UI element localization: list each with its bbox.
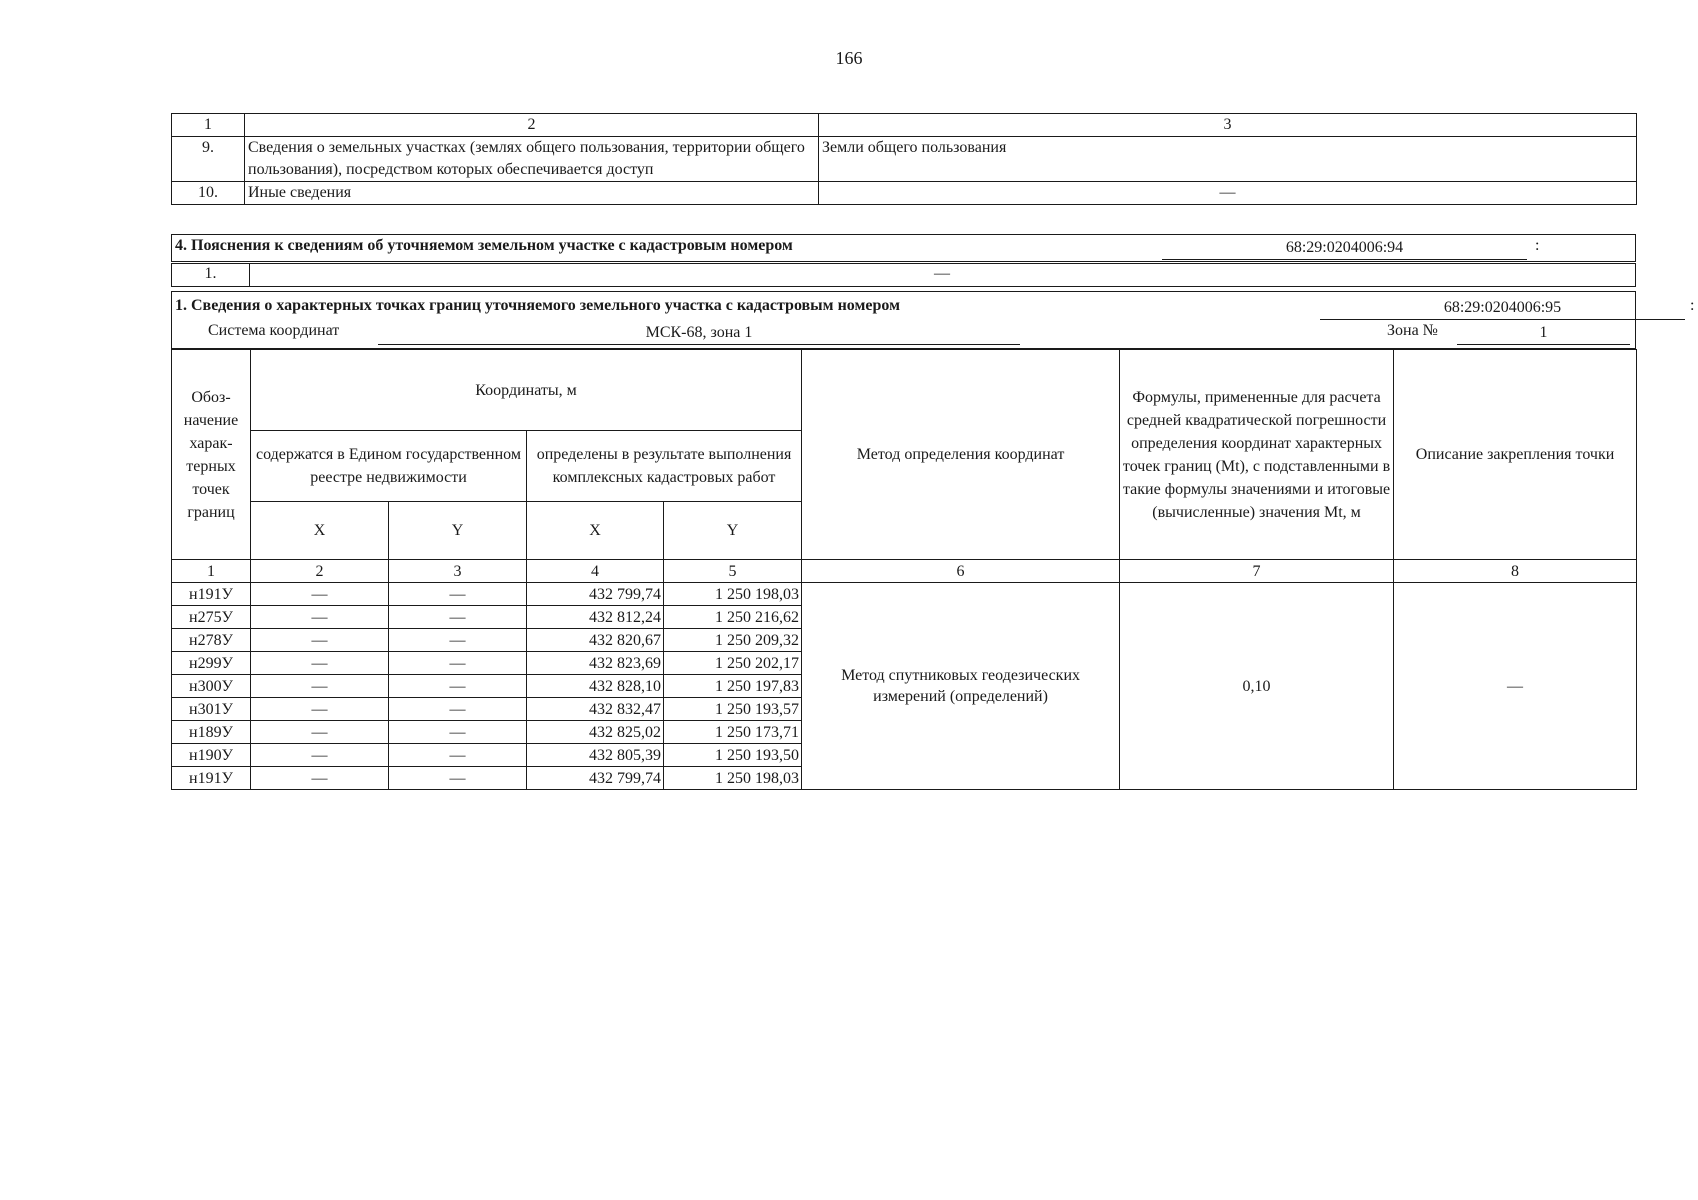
header-coordinates: Координаты, м [251,350,802,431]
zone-value: 1 [1457,322,1630,345]
header-y-works: Y [664,502,802,560]
header-egrn: содержатся в Едином государственном реестре недвижимости [251,431,527,502]
section4-punct: : [1535,237,1540,254]
y-egrn: — [389,606,527,629]
x-egrn: — [251,721,389,744]
x-coordinate: 432 799,74 [527,583,664,606]
x-egrn: — [251,744,389,767]
y-egrn: — [389,675,527,698]
y-coordinate: 1 250 198,03 [664,767,802,790]
y-egrn: — [389,721,527,744]
top-table-row [172,137,1637,182]
point-designation: н275У [172,606,251,629]
column-number: 2 [251,560,389,583]
top-col-number-1: 1 [172,114,245,137]
section4-title: 4. Пояснения к сведениям об уточняемом земельном участке с кадастровым номером [175,237,793,254]
y-egrn: — [389,652,527,675]
header-x-egrn: X [251,502,389,560]
coordinate-system-value: МСК-68, зона 1 [378,322,1020,345]
header-method: Метод определения координат [802,350,1120,560]
point-designation: н189У [172,721,251,744]
section4-heading [171,234,1636,262]
point-designation: н190У [172,744,251,767]
y-egrn: — [389,698,527,721]
y-coordinate: 1 250 193,57 [664,698,802,721]
y-coordinate: 1 250 193,50 [664,744,802,767]
section1-heading [171,291,1695,349]
x-egrn: — [251,767,389,790]
x-coordinate: 432 812,24 [527,606,664,629]
y-coordinate: 1 250 197,83 [664,675,802,698]
top-row-number: 10. [172,182,245,205]
y-egrn: — [389,744,527,767]
column-number: 6 [802,560,1120,583]
top-row-label: Иные сведения [245,182,819,205]
column-number: 8 [1394,560,1637,583]
column-number: 5 [664,560,802,583]
column-number: 1 [172,560,251,583]
top-col-number-2: 2 [245,114,819,137]
top-row-number: 9. [172,137,245,182]
x-egrn: — [251,698,389,721]
y-coordinate: 1 250 202,17 [664,652,802,675]
x-coordinate: 432 823,69 [527,652,664,675]
y-egrn: — [389,767,527,790]
section4-row [171,263,1636,287]
top-table-header-row [172,114,1637,137]
coordinate-system-label: Система координат [208,322,340,339]
method-cell: Метод спутниковых геодезических измерений (определений) [802,583,1120,790]
x-egrn: — [251,652,389,675]
section1-punct: : [1690,297,1695,314]
point-designation: н278У [172,629,251,652]
x-egrn: — [251,606,389,629]
point-designation: н301У [172,698,251,721]
column-number: 4 [527,560,664,583]
header-formulas: Формулы, примененные для расчета средней квадратической погрешности определения координат характерных точек границ (Mt), с подставленными в такие формулы значениями и итоговые (вычисленные) значения Mt, м [1120,350,1394,560]
x-coordinate: 432 799,74 [527,767,664,790]
section1-title: 1. Сведения о характерных точках границ уточняемого земельного участка с кадастровым номером [175,297,900,314]
header-cadastral-works: определены в результате выполнения комплексных кадастровых работ [527,431,802,502]
y-coordinate: 1 250 173,71 [664,721,802,744]
top-col-number-3: 3 [819,114,1637,137]
top-row-value: — [819,182,1637,205]
x-coordinate: 432 825,02 [527,721,664,744]
point-designation: н300У [172,675,251,698]
column-number: 7 [1120,560,1394,583]
section4-row-value: — [934,265,950,282]
x-coordinate: 432 832,47 [527,698,664,721]
y-egrn: — [389,629,527,652]
zone-label: Зона № [1387,322,1438,339]
header-description: Описание закрепления точки [1394,350,1637,560]
top-row-label: Сведения о земельных участках (землях общего пользования, территории общего пользования), посредством которых обеспечивается доступ [245,137,819,182]
header-x-works: X [527,502,664,560]
y-egrn: — [389,583,527,606]
top-table-row [172,182,1637,205]
point-designation: н191У [172,583,251,606]
mt-value-cell: 0,10 [1120,583,1394,790]
x-egrn: — [251,675,389,698]
column-numbers-row [172,560,1637,583]
x-coordinate: 432 820,67 [527,629,664,652]
header-designation: Обоз-начение харак-терных точек границ [172,350,251,560]
top-row-value: Земли общего пользования [819,137,1637,182]
point-designation: н299У [172,652,251,675]
x-coordinate: 432 828,10 [527,675,664,698]
header-y-egrn: Y [389,502,527,560]
y-coordinate: 1 250 198,03 [664,583,802,606]
page-number: 166 [835,48,863,68]
x-egrn: — [251,583,389,606]
table-row [172,583,1637,606]
y-coordinate: 1 250 216,62 [664,606,802,629]
x-egrn: — [251,629,389,652]
section1-cadastral-number: 68:29:0204006:95 [1320,297,1685,320]
column-number: 3 [389,560,527,583]
section4-cadastral-number: 68:29:0204006:94 [1162,237,1527,260]
top-table [171,113,1637,205]
description-cell: — [1394,583,1637,790]
point-designation: н191У [172,767,251,790]
y-coordinate: 1 250 209,32 [664,629,802,652]
x-coordinate: 432 805,39 [527,744,664,767]
section4-row-number: 1. [204,265,217,282]
header-row-1 [172,350,1637,431]
coordinates-table [171,349,1637,790]
